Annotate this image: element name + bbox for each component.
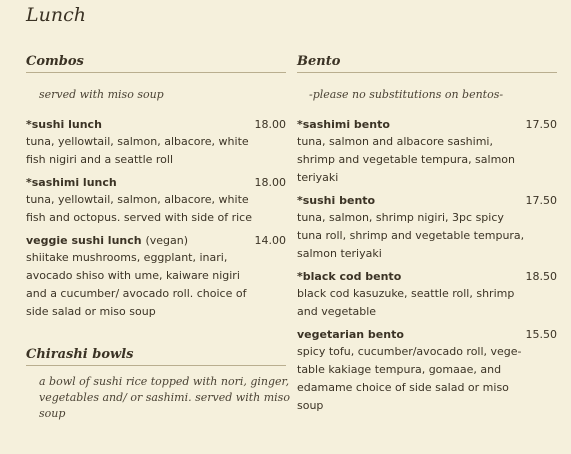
combos-column (26, 54, 290, 422)
menu-item-sushi-lunch (26, 117, 286, 169)
item-name: veggie sushi lunch (vegan) (26, 234, 188, 247)
item-description: tuna, salmon and albacore sashimi, shrimp and vegetable tempura, salmon teriyaki (297, 135, 516, 184)
bento-note: -please no substitutions on bentos- (309, 88, 504, 101)
combos-note: served with miso soup (39, 88, 164, 101)
item-name: *black cod bento (297, 270, 402, 283)
bento-column (297, 54, 557, 415)
item-name: *sashimi lunch (26, 176, 117, 189)
item-description: shiitake mushrooms, eggplant, inari, avocado shiso with ume, kaiware nigiri and a cucumber/ avocado roll. choice of side salad or miso soup (26, 251, 247, 318)
item-name: *sushi lunch (26, 118, 102, 131)
combos-heading: Combos (26, 54, 286, 73)
bento-heading: Bento (297, 54, 557, 73)
chirashi-heading: Chirashi bowls (26, 347, 286, 366)
item-description: black cod kasuzuke, seattle roll, shrimp and vegetable (297, 287, 515, 318)
item-description: spicy tofu, cucumber/avocado roll, vege-table kakiage tempura, gomaae, and edamame choice of side salad or miso soup (297, 345, 522, 412)
item-tag: (vegan) (145, 234, 188, 247)
item-description: tuna, salmon, shrimp nigiri, 3pc spicy tuna roll, shrimp and vegetable tempura, salmon teriyaki (297, 211, 525, 260)
item-price: 14.00 (254, 234, 286, 247)
item-name: *sashimi bento (297, 118, 390, 131)
item-name: vegetarian bento (297, 328, 404, 341)
item-price: 18.00 (254, 118, 286, 131)
item-price: 18.50 (525, 270, 557, 283)
page-title: Lunch (26, 4, 86, 26)
menu-item-sashimi-bento (297, 117, 557, 187)
item-price: 17.50 (525, 118, 557, 131)
menu-item-black-cod-bento (297, 269, 557, 321)
menu-item-vegetarian-bento (297, 327, 557, 415)
item-description: tuna, yellowtail, salmon, albacore, white fish and octopus. served with side of rice (26, 193, 252, 224)
item-price: 15.50 (525, 328, 557, 341)
item-name: *sushi bento (297, 194, 376, 207)
menu-item-veggie-sushi-lunch (26, 233, 286, 321)
item-price: 17.50 (525, 194, 557, 207)
menu-item-sashimi-lunch (26, 175, 286, 227)
item-description: tuna, yellowtail, salmon, albacore, white fish nigiri and a seattle roll (26, 135, 249, 166)
menu-item-sushi-bento (297, 193, 557, 263)
chirashi-note: a bowl of sushi rice topped with nori, ginger, vegetables and/ or sashimi. served with miso soup (39, 375, 290, 420)
item-price: 18.00 (254, 176, 286, 189)
